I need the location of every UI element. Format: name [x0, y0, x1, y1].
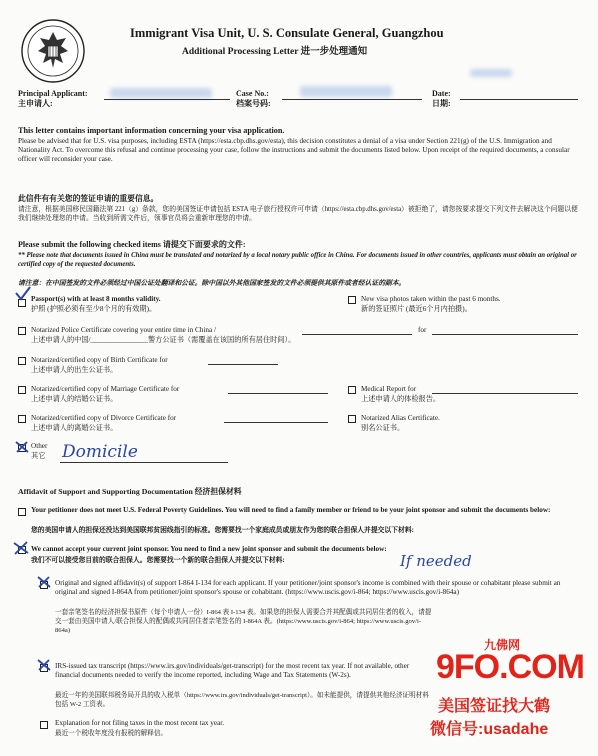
birth-field [208, 364, 278, 365]
applicant-label: Principal Applicant: [18, 89, 88, 98]
other-handwritten-value: Domicile [62, 442, 138, 462]
cross-mark-icon [36, 658, 52, 672]
passport-item [31, 295, 161, 304]
a1-text: Your petitioner does not meet U.S. Federal Poverty Guidelines. You will need to find a family member or friend to be your joint sponsor and submit the documents below: [31, 506, 551, 514]
affidavit-heading: Affidavit of Support and Supporting Documentation 经济担保材料 [18, 487, 242, 496]
intro-heading-zh: 此信件有有关您的签证申请的重要信息。 [18, 194, 159, 203]
alias-item: Notarized Alias Certificate. [361, 414, 440, 422]
marriage-item: Notarized/certified copy of Marriage Certificate for [31, 385, 180, 393]
checklist-heading: Please submit the following checked items 请提交下面要求的文件: [18, 240, 246, 249]
police-for-field [432, 334, 578, 335]
police-country-field [302, 334, 412, 335]
a2-text: We cannot accept your current joint sponsor. You need to find a new joint sponsor and submit the documents below: [31, 545, 387, 553]
b2-text-zh: 最近一年的美国联邦税务局开具的收入税单（https://www.irs.gov/individuals/get-transcript）。如未能提供，请提供其他经济证明材料包括 W-2 工资表。 [55, 692, 429, 708]
checklist-note: ** Please note that documents issued in China must be translated and notarized by a local notary public office in China. For documents issued in other countries, applicants must obtain an original or certified copy of the requested documents. [18, 252, 577, 268]
case-label-zh: 档案号码: [236, 99, 271, 108]
a1-checkbox[interactable] [18, 508, 29, 518]
other-label: Other [31, 442, 48, 450]
b2-text: IRS-issued tax transcript (https://www.irs.gov/individuals/get-transcript) for the most recent tax year. If not available, other financial documents needed to verify the income reported, including Wage and Tax Statements (W-2s). [55, 662, 410, 680]
birth-item: Notarized/certified copy of Birth Certificate for [31, 356, 168, 364]
police-checkbox[interactable] [18, 327, 29, 337]
cross-mark-icon [12, 540, 30, 556]
watermark-line2: 微信号:usadahe [430, 721, 549, 738]
case-field [282, 99, 422, 100]
checklist-note-zh: 请注意：在中国签发的文件必须经过中国公证处翻译和公证。除中国以外其他国家签发的文件必须提供其原件或者经认证的副本。 [18, 280, 406, 287]
marriage-item-zh: 上述申请人的结婚公证书。 [31, 395, 118, 403]
a2-handwritten-note: If needed [400, 552, 472, 570]
letter-subtitle: Additional Processing Letter 进一步处理通知 [182, 47, 368, 57]
watermark-logo: 9FO.COM [436, 648, 584, 686]
divorce-checkbox[interactable] [18, 415, 29, 425]
intro-paragraph: Please be advised that for U.S. visa purposes, including ESTA (https://esta.cbp.dhs.gov/esta), this decision constitutes a denial of a visa under Section 221(g) of the U.S. Immigration and Nationality Act. To overcome this refusal and continue processing your case, follow the instructions and submit the documents listed below. Upon receipt of the required documents, a consular officer will reconsider your case. [18, 137, 570, 164]
b3-text-zh: 最近一个税收年度没有报税的解释信。 [55, 730, 168, 737]
a1-text-zh: 您的美国申请人的担保还没达到美国联邦贫困线指引的标准。您需要找一个家庭成员或朋友作为您的联合担保人并提交以下材料: [31, 527, 414, 534]
watermark-site: 九佛网 [484, 638, 521, 652]
b3-text: Explanation for not filing taxes in the most recent tax year. [55, 719, 225, 727]
medical-item-zh: 上述申请人的体检报告。 [361, 395, 441, 403]
redacted-date [470, 69, 512, 77]
police-item-zh: 上述申请人的中国/________________警方公证书（需覆盖在该国的所有居住时间）。 [31, 336, 296, 344]
case-label: Case No.: [236, 89, 269, 98]
other-label-zh: 其它 [31, 452, 46, 460]
letter-title: Immigrant Visa Unit, U. S. Consulate General, Guangzhou [130, 26, 444, 40]
b3-checkbox[interactable] [40, 721, 51, 731]
checkmark-icon [14, 286, 32, 302]
marriage-checkbox[interactable] [18, 386, 29, 396]
applicant-label-zh: 主申请人: [18, 99, 53, 108]
photos-item-zh: 新的签证照片 (最近6个月内拍摄)。 [361, 305, 472, 313]
other-field [60, 462, 228, 463]
intro-heading: This letter contains important information concerning your visa application. [18, 126, 285, 135]
redacted-applicant-name [110, 88, 212, 98]
police-item: Notarized Police Certificate covering your entire time in China / [31, 326, 217, 334]
watermark-line1: 美国签证找大鹤 [438, 698, 551, 715]
cross-mark-icon [36, 575, 52, 589]
passport-label: Passport(s) with at least 8 months validity. [31, 295, 161, 303]
date-label-zh: 日期: [432, 99, 451, 108]
us-consulate-seal-icon [20, 18, 86, 84]
cross-mark-icon [14, 440, 30, 454]
intro-paragraph-zh: 请注意，根据美国移民国籍法第 221（g）条款，您的美国签证申请包括 ESTA 电子旅行授权许可申请（https://esta.cbp.dhs.gov/esta）被拒绝了，请您按要求提交下列文件去解决这个问题以便我们继续处理您的申请。当收到所需文件后，领事官员将会重新审理您的申请。 [18, 206, 578, 222]
police-for-label: for [418, 326, 427, 334]
birth-item-zh: 上述申请人的出生公证书。 [31, 366, 118, 374]
b1-text-zh: 一套亲笔签名的经济担保书原件（每个申请人一份）I-864 表 I-134 表。如果您的担保人需要合并其配偶或共同居住者的收入，请提交一套由美国申请人/联合担保人的配偶或共同居住者亲笔签名的 I-864A 表。(https://www.uscis.gov/i-864; https://www.uscis.gov/i-864a) [55, 609, 432, 634]
divorce-item: Notarized/certified copy of Divorce Certificate for [31, 414, 177, 422]
date-field [460, 99, 578, 100]
date-label: Date: [432, 89, 451, 98]
passport-item-zh: 护照 (护照必须有至少8个月的有效期)。 [31, 305, 157, 313]
medical-checkbox[interactable] [348, 386, 359, 396]
a2-text-zh: 我们不可以接受您目前的联合担保人。您需要找一个新的联合担保人并提交以下材料: [31, 557, 285, 564]
medical-item: Medical Report for [361, 385, 417, 393]
photos-item: New visa photos taken within the past 6 months. [361, 295, 501, 303]
marriage-field [228, 393, 328, 394]
b1-text: Original and signed affidavit(s) of support I-864 I-134 for each applicant. If your petitioner/joint sponsor's income is combined with their spouse or cohabitant please submit an original and signed I-864A from petitioner/joint sponsor's spouse or cohabitant. (https://www.uscis.gov/i-864; https://www.uscis.gov/i-864a) [55, 579, 561, 597]
birth-checkbox[interactable] [18, 357, 29, 367]
alias-checkbox[interactable] [348, 415, 359, 425]
applicant-field [104, 99, 230, 100]
redacted-case-number [300, 86, 392, 97]
divorce-field [224, 422, 328, 423]
medical-field [432, 393, 578, 394]
photos-checkbox[interactable] [348, 296, 359, 306]
divorce-item-zh: 上述申请人的离婚公证书。 [31, 424, 118, 432]
alias-item-zh: 别名公证书。 [361, 424, 405, 432]
